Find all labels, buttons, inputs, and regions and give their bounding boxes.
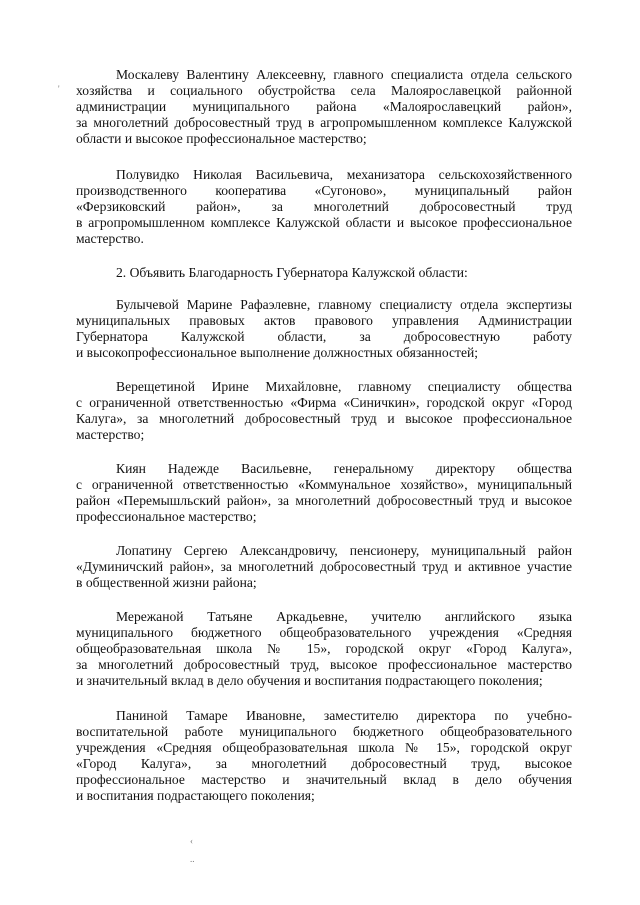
text-line: мастерство. — [76, 231, 144, 246]
text-line: «Город Калуга», за многолетний добросовестный труд, высокое — [76, 756, 572, 771]
text-line: 2. Объявить Благодарность Губернатора Калужской области: — [116, 265, 468, 280]
text-line: Губернатора Калужской области, за добросовестную работу — [76, 329, 572, 344]
text-line: воспитательной работе муниципального бюджетного общеобразовательного — [76, 724, 572, 739]
paragraph-kiyan — [76, 461, 572, 525]
text-line: за многолетний добросовестный труд, высокое профессиональное мастерство — [76, 657, 572, 672]
text-line: хозяйства и социального обустройства села Малоярославецкой районной — [76, 83, 572, 98]
scan-speck: .. — [190, 854, 195, 864]
text-line: и значительный вклад в дело обучения и воспитания подрастающего поколения; — [76, 673, 543, 688]
text-line: производственного кооператива «Сугоново», муниципальный район — [76, 183, 572, 198]
text-line: мастерство; — [76, 427, 145, 442]
text-line: Паниной Тамаре Ивановне, заместителю директора по учебно- — [116, 708, 572, 723]
paragraph-vereshchetina — [76, 379, 572, 443]
text-line: «Ферзиковский район», за многолетний добросовестный труд — [76, 199, 572, 214]
text-line: области и высокое профессиональное мастерство; — [76, 131, 367, 146]
text-line: Москалеву Валентину Алексеевну, главного специалиста отдела сельского — [116, 67, 572, 82]
scan-speck: ‹ — [190, 836, 193, 846]
text-line: профессиональное мастерство и значительный вклад в дело обучения — [76, 772, 572, 787]
text-line: муниципальных правовых актов правового управления Администрации — [76, 313, 572, 328]
text-line: Мережаной Татьяне Аркадьевне, учителю английского языка — [116, 609, 572, 624]
text-line: и высокопрофессиональное выполнение должностных обязанностей; — [76, 345, 479, 360]
text-line: Киян Надежде Васильевне, генеральному директору общества — [116, 461, 572, 476]
paragraph-lopatin — [76, 543, 572, 591]
text-line: Лопатину Сергею Александровичу, пенсионеру, муниципальный район — [116, 543, 572, 558]
scan-speck: ' — [58, 84, 60, 94]
text-line: Булычевой Марине Рафаэлевне, главному специалисту отдела экспертизы — [116, 297, 572, 312]
paragraph-poluvidko — [76, 167, 572, 247]
paragraph-panina — [76, 708, 572, 804]
text-line: муниципального бюджетного общеобразовательного учреждения «Средняя — [76, 625, 572, 640]
text-line: администрации муниципального района «Малоярославецкий район», — [76, 99, 572, 114]
paragraph-bulycheva — [76, 297, 572, 361]
text-line: в общественной жизни района; — [76, 575, 257, 590]
text-line: с ограниченной ответственностью «Фирма «Синичкин», городской округ «Город — [76, 395, 572, 410]
text-line: Калуга», за многолетний добросовестный труд и высокое профессиональное — [76, 411, 572, 426]
text-line: и воспитания подрастающего поколения; — [76, 788, 315, 803]
text-line: в агропромышленном комплексе Калужской области и высокое профессиональное — [76, 215, 572, 230]
paragraph-merezhanaya — [76, 609, 572, 689]
text-line: учреждения «Средняя общеобразовательная школа № 15», городской округ — [76, 740, 572, 755]
text-line: общеобразовательная школа № 15», городской округ «Город Калуга», — [76, 641, 572, 656]
text-line: с ограниченной ответственностью «Коммунальное хозяйство», муниципальный — [76, 477, 572, 492]
text-line: Верещетиной Ирине Михайловне, главному специалисту общества — [116, 379, 572, 394]
section-heading-2 — [76, 265, 572, 281]
text-line: район «Перемышльский район», за многолетний добросовестный труд и высокое — [76, 493, 572, 508]
text-line: Полувидко Николая Васильевича, механизатора сельскохозяйственного — [116, 167, 572, 182]
text-line: за многолетний добросовестный труд в агропромышленном комплексе Калужской — [76, 115, 572, 130]
text-line: «Думиничский район», за многолетний добросовестный труд и активное участие — [76, 559, 572, 574]
paragraph-moskaleva — [76, 67, 572, 147]
text-line: профессиональное мастерство; — [76, 509, 257, 524]
